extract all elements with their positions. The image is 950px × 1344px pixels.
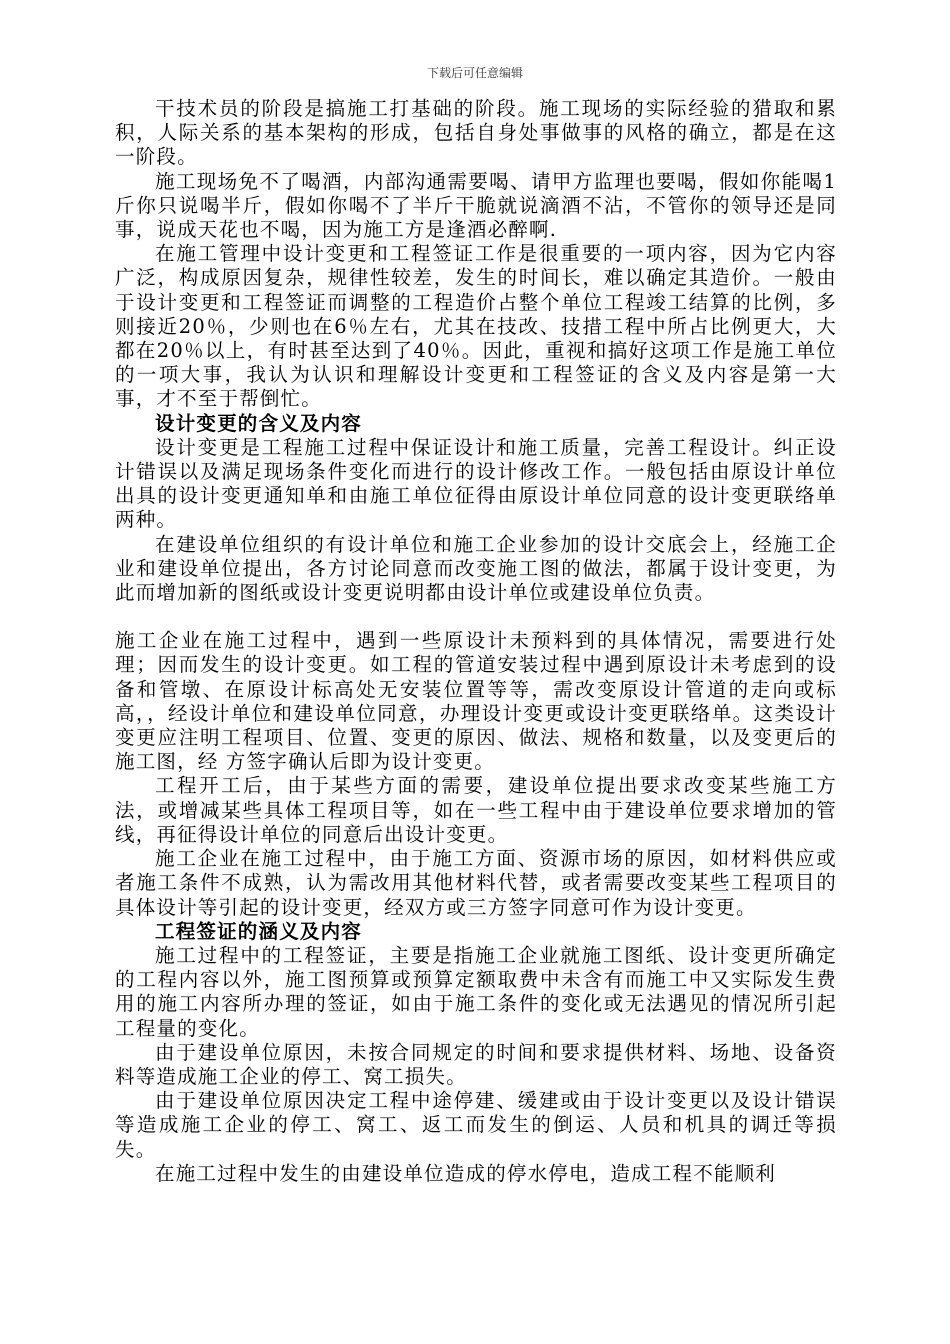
paragraph: 由于建设单位原因决定工程中途停建、缓建或由于设计变更以及设计错误等造成施工企业的停工、窝工、返工而发生的倒运、人员和机具的调迁等损失。 bbox=[115, 1089, 837, 1161]
section-heading: 设计变更的含义及内容 bbox=[155, 411, 363, 435]
paragraph: 施工现场免不了喝酒，内部沟通需要喝、请甲方监理也要喝，假如你能喝1斤你只说喝半斤，假如你喝不了半斤干脆就说滴酒不沾，不管你的领导还是同事，说成天花也不喝，因为施工方是逢酒必醉啊. bbox=[115, 169, 837, 242]
paragraph: 干技术员的阶段是搞施工打基础的阶段。施工现场的实际经验的猎取和累积，人际关系的基本架构的形成，包括自身处事做事的风格的确立，都是在这一阶段。 bbox=[115, 97, 837, 169]
document-body bbox=[115, 97, 837, 1186]
paragraph: 施工过程中的工程签证，主要是指施工企业就施工图纸、设计变更所确定的工程内容以外，施工图预算或预算定额取费中未含有而施工中又实际发生费用的施工内容所办理的签证，如由于施工条件的变化或无法遇见的情况所引起工程量的变化。 bbox=[115, 943, 837, 1040]
section-heading: 工程签证的涵义及内容 bbox=[155, 919, 363, 943]
paragraph: 设计变更是工程施工过程中保证设计和施工质量，完善工程设计。纠正设计错误以及满足现场条件变化而进行的设计修改工作。一般包括由原设计单位出具的设计变更通知单和由施工单位征得由原设计单位同意的设计变更联络单两种。 bbox=[115, 435, 837, 532]
paragraph: 工程开工后，由于某些方面的需要，建设单位提出要求改变某些施工方法，或增减某些具体工程项目等，如在一些工程中由于建设单位要求增加的管线，再征得设计单位的同意后出设计变更。 bbox=[115, 774, 837, 846]
paragraph: 在施工管理中设计变更和工程签证工作是很重要的一项内容，因为它内容广泛，构成原因复杂，规律性较差，发生的时间长，难以确定其造价。一般由于设计变更和工程签证而调整的工程造价占整个单位工程竣工结算的比例，多则接近20％，少则也在6％左右，尤其在技改、技措工程中所占比例更大，大都在20％以上，有时甚至达到了40％。因此，重视和搞好这项工作是施工单位的一项大事，我认为认识和理解设计变更和工程签证的含义及内容是第一大事，才不至于帮倒忙。 bbox=[115, 242, 837, 411]
paragraph: 施工企业在施工过程中，遇到一些原设计未预料到的具体情况，需要进行处理；因而发生的设计变更。如工程的管道安装过程中遇到原设计未考虑到的设备和管墩、在原设计标高处无安装位置等等，需改变原设计管道的走向或标高，，经设计单位和建设单位同意，办理设计变更或设计变更联络单。这类设计变更应注明工程项目、位置、变更的原因、做法、规格和数量，以及变更后的施工图，经 方签字确认后即为设计变更。 bbox=[115, 629, 837, 774]
paragraph: 在施工过程中发生的由建设单位造成的停水停电，造成工程不能顺利 bbox=[155, 1161, 777, 1185]
paragraph: 施工企业在施工过程中，由于施工方面、资源市场的原因，如材料供应或者施工条件不成熟，认为需改用其他材料代替，或者需要改变某些工程项目的具体设计等引起的设计变更，经双方或三方签字同意可作为设计变更。 bbox=[115, 847, 837, 919]
paragraph-gap bbox=[115, 605, 837, 629]
paragraph: 在建设单位组织的有设计单位和施工企业参加的设计交底会上，经施工企业和建设单位提出，各方讨论同意而改变施工图的做法，都属于设计变更，为此而增加新的图纸或设计变更说明都由设计单位或建设单位负责。 bbox=[115, 532, 837, 605]
page-header: 下载后可任意编辑 bbox=[426, 66, 523, 80]
paragraph: 由于建设单位原因，未按合同规定的时间和要求提供材料、场地、设备资料等造成施工企业的停工、窝工损失。 bbox=[115, 1040, 837, 1088]
